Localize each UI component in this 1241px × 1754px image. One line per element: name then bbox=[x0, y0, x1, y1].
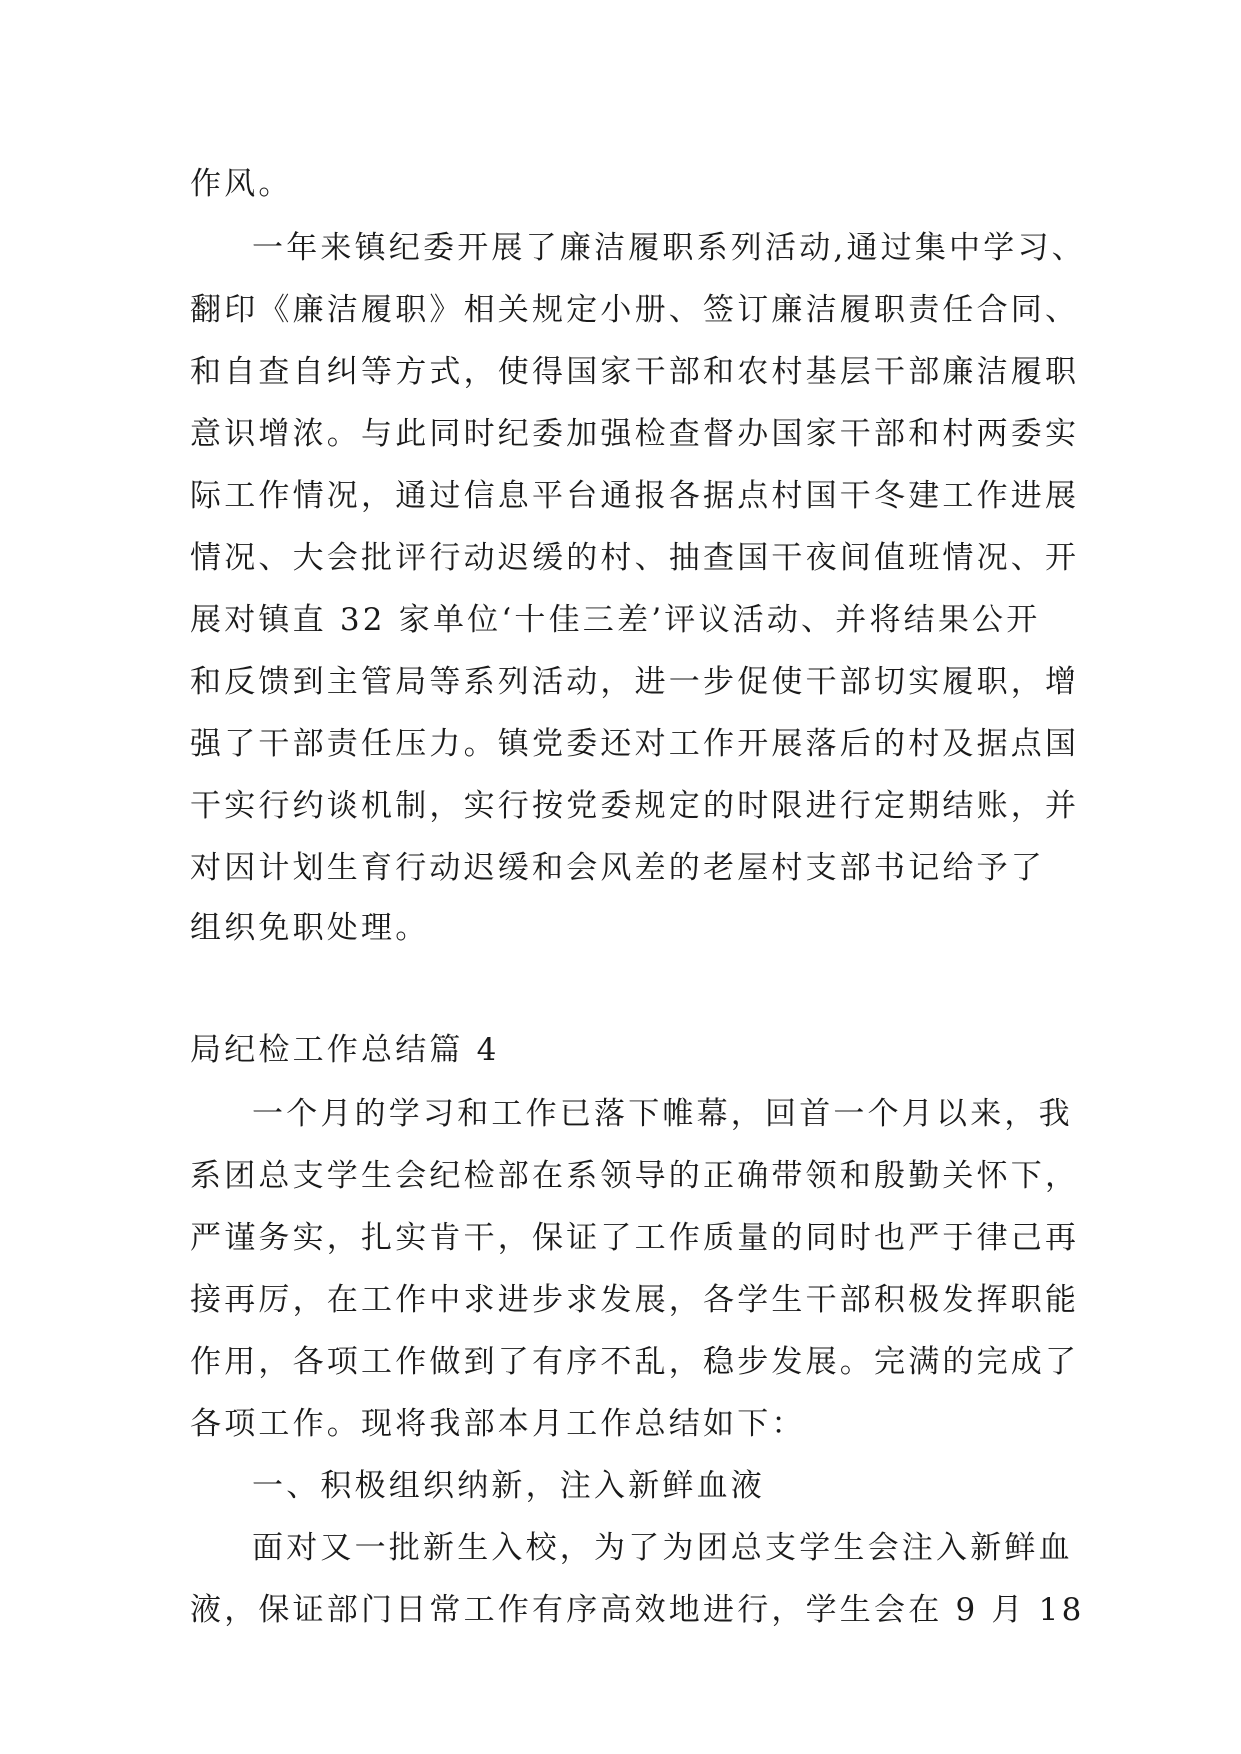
paragraph-line: 系团总支学生会纪检部在系领导的正确带领和殷勤关怀下， bbox=[190, 1158, 1080, 1194]
paragraph-line: 和自查自纠等方式，使得国家干部和农村基层干部廉洁履职 bbox=[190, 354, 1080, 390]
paragraph-line: 强了干部责任压力。镇党委还对工作开展落后的村及据点国 bbox=[190, 726, 1080, 762]
paragraph-line: 一年来镇纪委开展了廉洁履职系列活动,通过集中学习、 bbox=[252, 230, 1086, 266]
paragraph-line: 一个月的学习和工作已落下帷幕，回首一个月以来，我 bbox=[252, 1096, 1073, 1132]
paragraph-line: 展对镇直 32 家单位‘十佳三差’评议活动、并将结果公开 bbox=[190, 602, 1041, 638]
paragraph-line: 干实行约谈机制，实行按党委规定的时限进行定期结账，并 bbox=[190, 788, 1080, 824]
paragraph-line: 际工作情况，通过信息平台通报各据点村国干冬建工作进展 bbox=[190, 478, 1080, 514]
paragraph-line: 作风。 bbox=[190, 166, 293, 202]
paragraph-line: 翻印《廉洁履职》相关规定小册、签订廉洁履职责任合同、 bbox=[190, 292, 1080, 328]
paragraph-line: 意识增浓。与此同时纪委加强检查督办国家干部和村两委实 bbox=[190, 416, 1080, 452]
paragraph-line: 面对又一批新生入校，为了为团总支学生会注入新鲜血 bbox=[252, 1530, 1073, 1566]
subheading-line: 一、积极组织纳新，注入新鲜血液 bbox=[252, 1468, 765, 1504]
paragraph-line: 严谨务实，扎实肯干，保证了工作质量的同时也严于律己再 bbox=[190, 1220, 1080, 1256]
paragraph-line: 对因计划生育行动迟缓和会风差的老屋村支部书记给予了 bbox=[190, 850, 1045, 886]
section-heading: 局纪检工作总结篇 4 bbox=[190, 1032, 500, 1068]
paragraph-line: 作用，各项工作做到了有序不乱，稳步发展。完满的完成了 bbox=[190, 1344, 1080, 1380]
paragraph-line: 各项工作。现将我部本月工作总结如下： bbox=[190, 1406, 806, 1442]
paragraph-line: 接再厉，在工作中求进步求发展，各学生干部积极发挥职能 bbox=[190, 1282, 1080, 1318]
paragraph-line: 情况、大会批评行动迟缓的村、抽查国干夜间值班情况、开 bbox=[190, 540, 1080, 576]
paragraph-line: 组织免职处理。 bbox=[190, 910, 430, 946]
paragraph-line: 液，保证部门日常工作有序高效地进行，学生会在 9 月 18 bbox=[190, 1592, 1085, 1628]
paragraph-line: 和反馈到主管局等系列活动，进一步促使干部切实履职，增 bbox=[190, 664, 1080, 700]
